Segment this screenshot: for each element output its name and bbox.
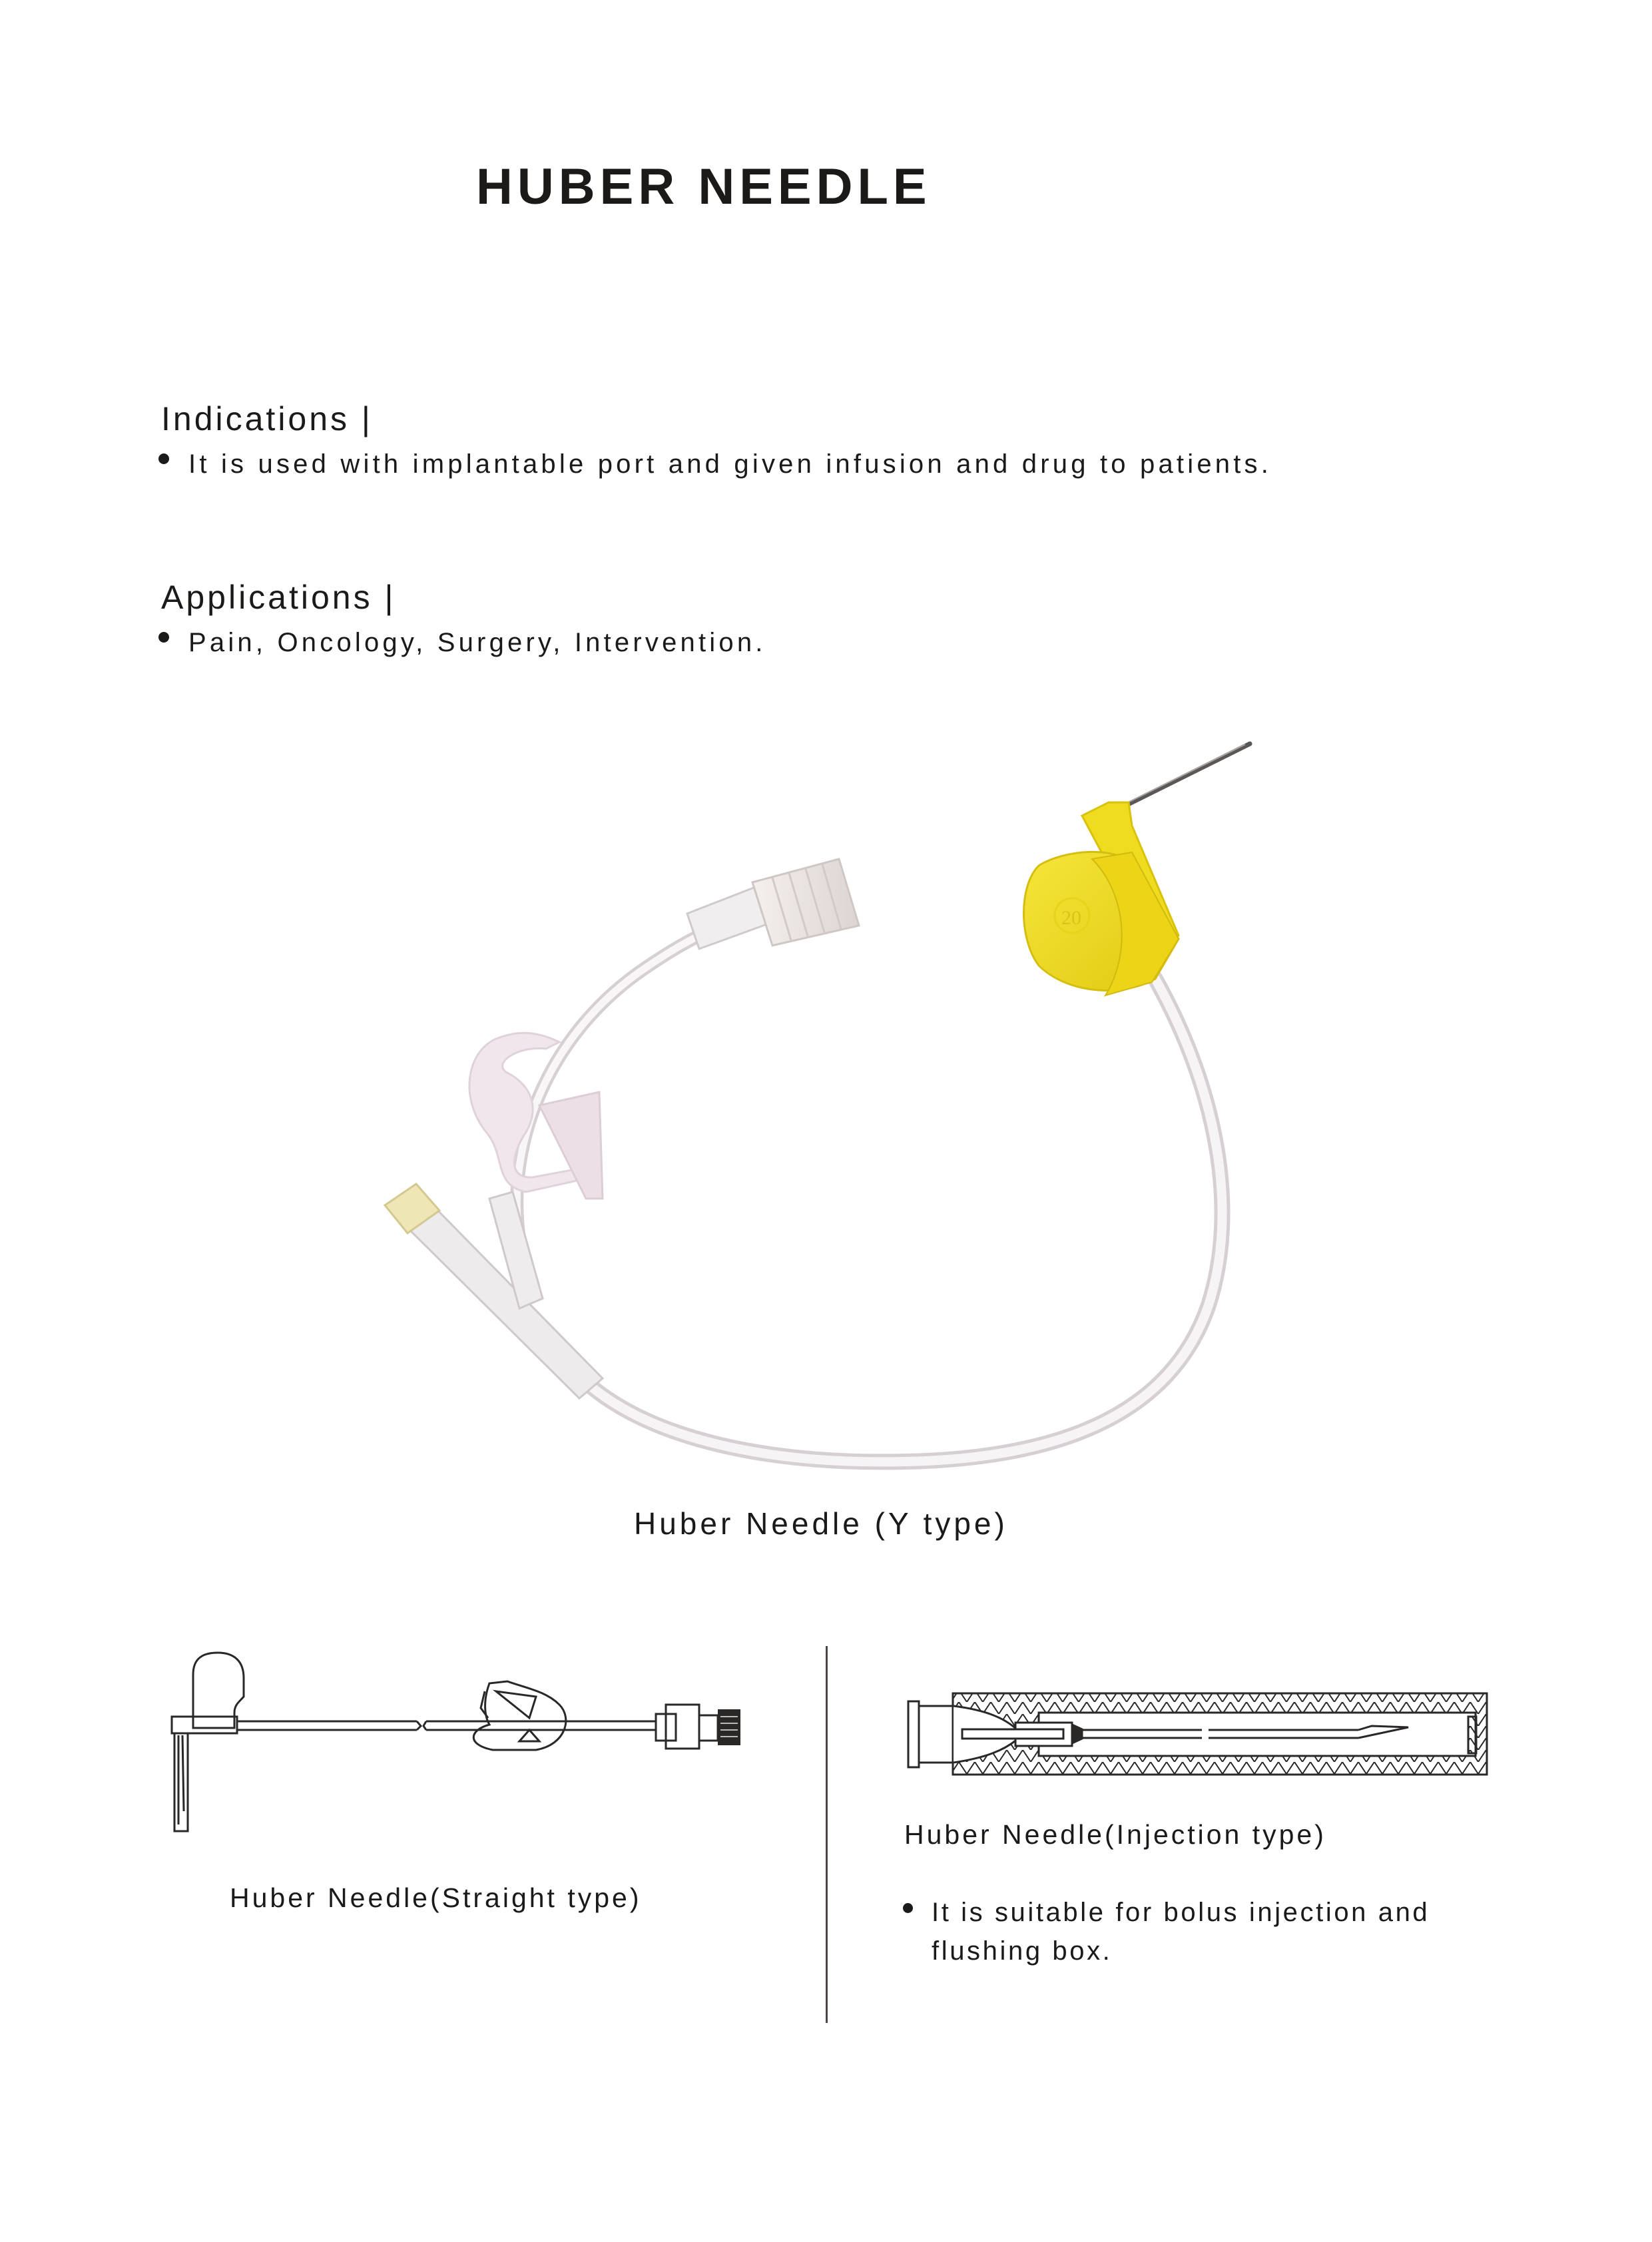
injection-bullet-line-2: flushing box.	[932, 1936, 1113, 1966]
injection-type-caption: Huber Needle(Injection type)	[904, 1819, 1326, 1850]
needle-wing	[1024, 802, 1179, 995]
y-type-caption: Huber Needle (Y type)	[634, 1506, 1008, 1541]
indications-heading: Indications |	[161, 400, 373, 437]
knurled-cap-icon	[718, 1709, 740, 1745]
straight-type-diagram	[0, 0, 826, 1864]
bullet-icon	[903, 1903, 913, 1913]
straight-type-caption: Huber Needle(Straight type)	[230, 1882, 642, 1913]
needle	[1125, 744, 1250, 806]
injection-type-diagram	[866, 1665, 1505, 1798]
wing-gauge-marking: 20	[1061, 907, 1081, 929]
page-title: HUBER NEEDLE	[476, 158, 932, 215]
indications-bullet-text: It is used with implantable port and given infusion and drug to patients.	[188, 449, 1272, 479]
vertical-divider	[826, 1646, 828, 2023]
injection-bullet-line-1: It is suitable for bolus injection and	[932, 1898, 1430, 1927]
applications-heading: Applications |	[161, 579, 396, 616]
applications-bullet-text: Pain, Oncology, Surgery, Intervention.	[188, 628, 766, 657]
